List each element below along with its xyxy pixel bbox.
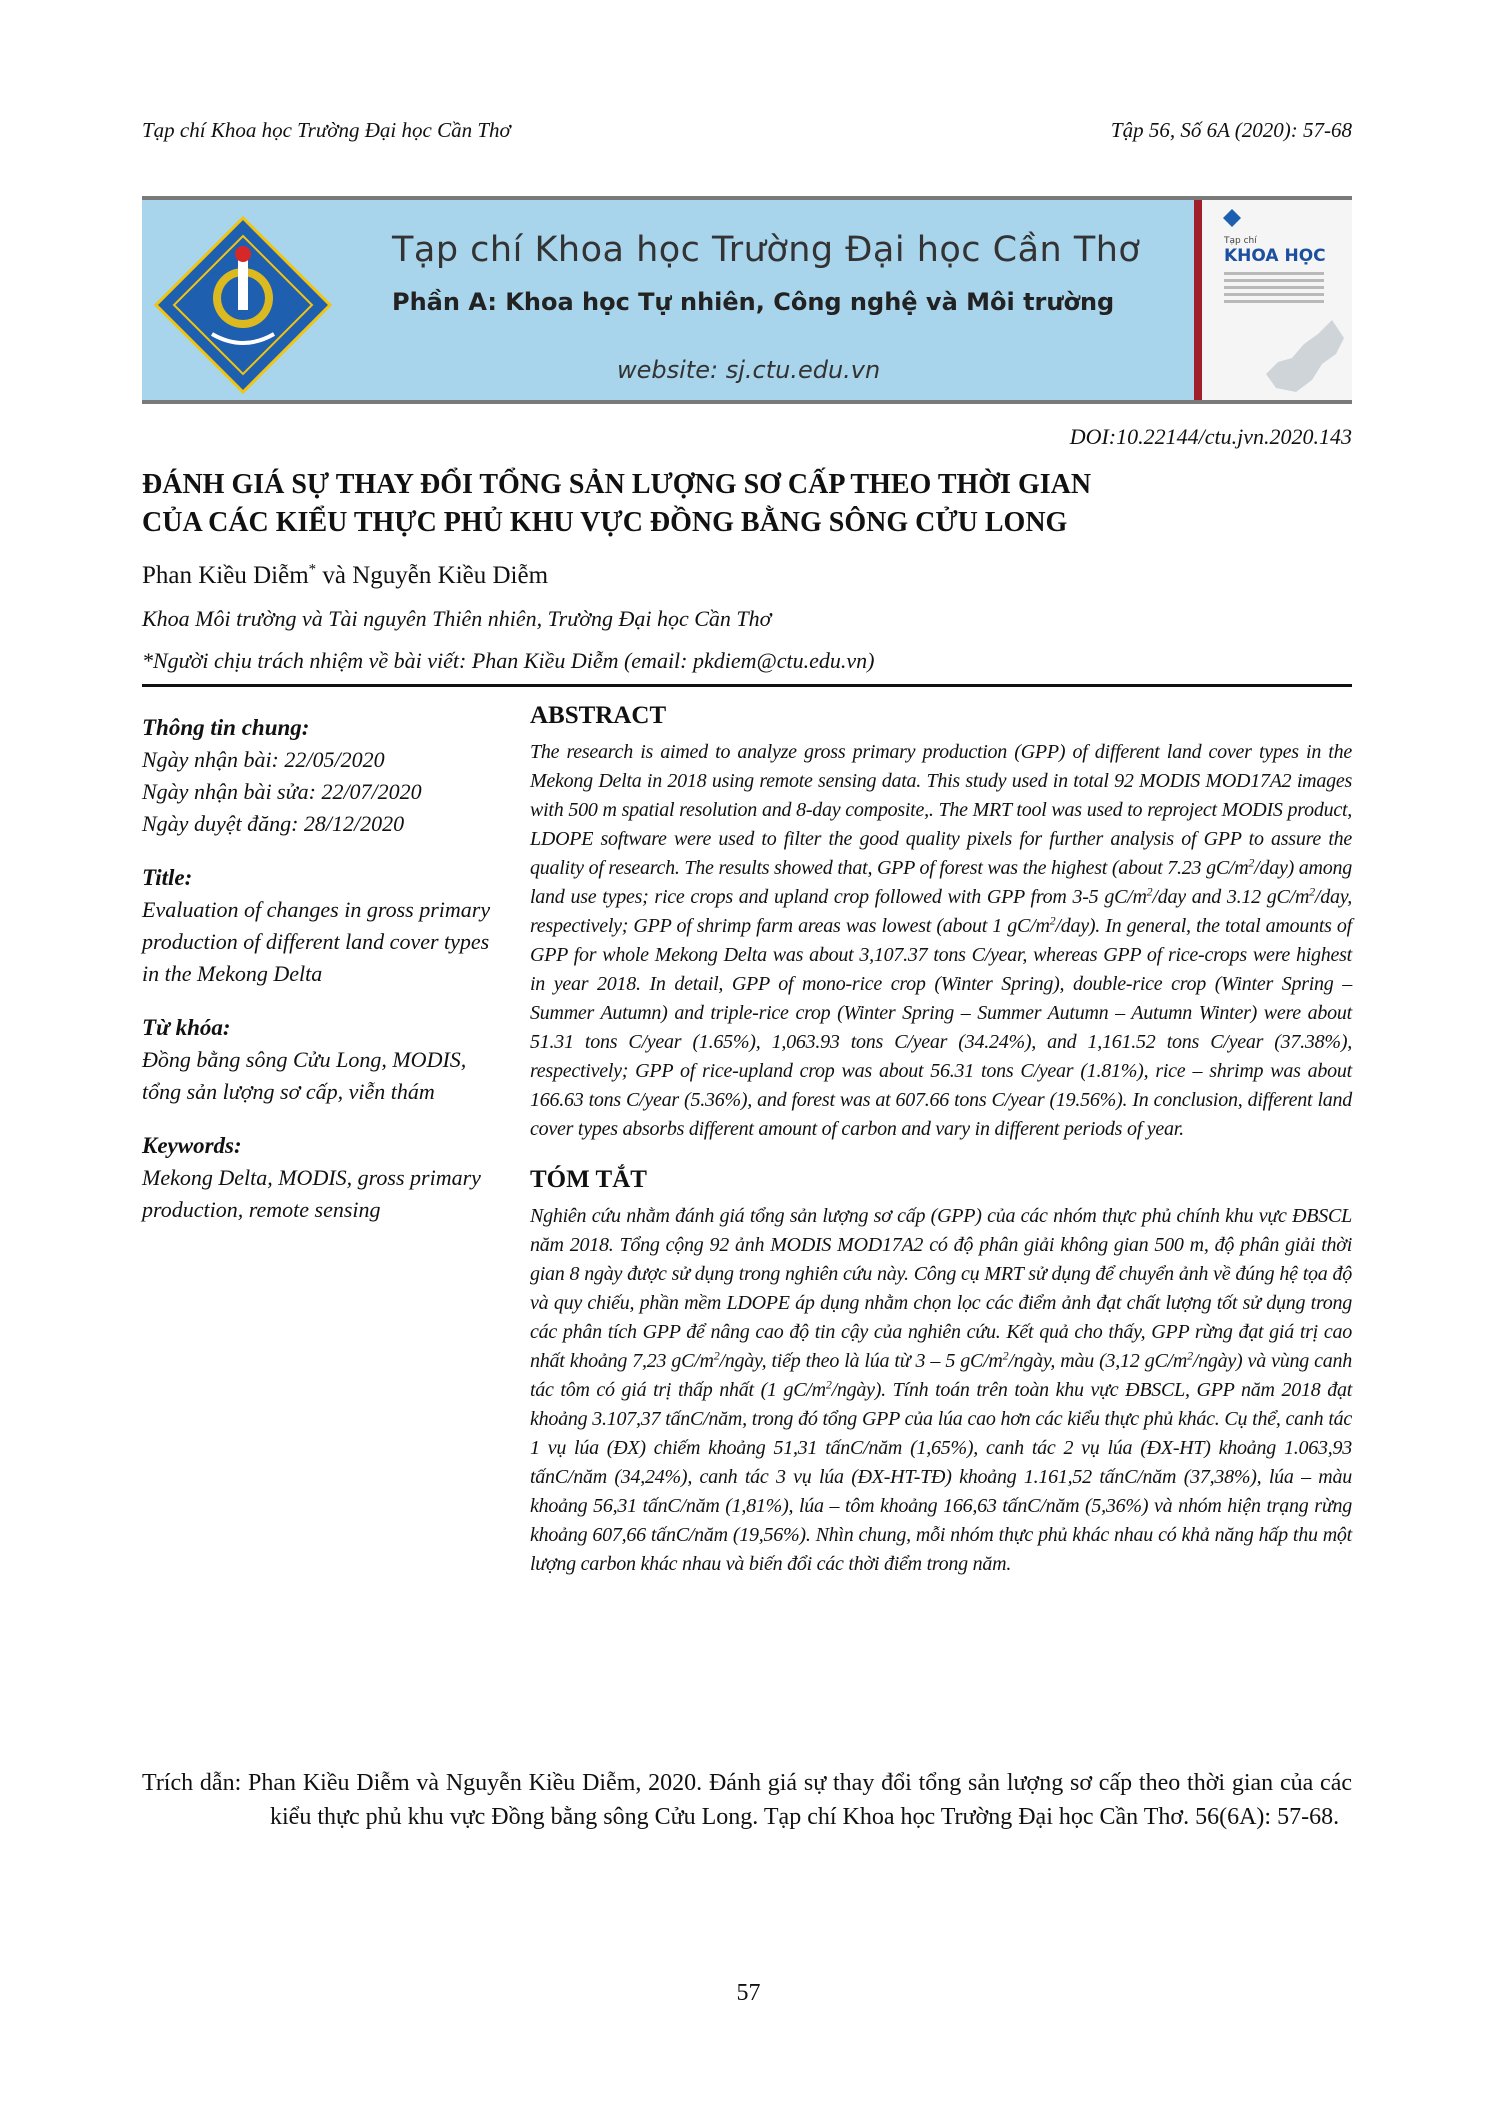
abstract-column <box>530 702 1352 1579</box>
cover-emblem-icon <box>1222 208 1242 228</box>
citation-label: Trích dẫn: <box>142 1770 242 1796</box>
author-rest: và Nguyễn Kiều Diễm <box>316 562 549 589</box>
cover-small-label: Tạp chí <box>1224 236 1257 246</box>
info-heading: Thông tin chung: <box>142 715 310 740</box>
affiliation: Khoa Môi trường và Tài nguyên Thiên nhiên, Trường Đại học Cần Thơ <box>142 606 772 631</box>
running-header <box>142 118 1352 148</box>
tomtat-text: Nghiên cứu nhằm đánh giá tổng sản lượng sơ cấp (GPP) của các nhóm thực phủ chính khu vực ĐBSCL năm 2018. Tổng cộng 92 ảnh MODIS MOD17A2 có độ phân giải không gian 500 m, độ phân giải thời gian 8 ngày được sử dụng trong nghiên cứu này. Công cụ MRT sử dụng để chuyển ảnh về đúng hệ tọa độ và quy chiếu, phần mềm LDOPE áp dụng nhằm chọn lọc các điểm ảnh đạt chất lượng tốt sử dụng trong các phân tích GPP để nâng cao độ tin cậy của nghiên cứu. Kết quả cho thấy, GPP rừng đạt giá trị cao nhất khoảng 7,23 $gC/m^2$/ngày, tiếp theo là lúa từ 3 – 5 $gC/m^2$/ngày, màu (3,12 $gC/m^2/ngày$) và vùng canh tác tôm có giá trị thấp nhất (1 $gC/m^2/ngày$). Tính toán trên toàn khu vực ĐBSCL, GPP năm 2018 đạt khoảng 3.107,37 tấnC/năm, trong đó tổng GPP của lúa cao hơn các kiểu thực phủ khác. Cụ thể, canh tác 1 vụ lúa (ĐX) chiếm khoảng 51,31 tấnC/năm (1,65%), canh tác 2 vụ lúa (ĐX-HT) khoảng 1.063,93 tấnC/năm (34,24%), canh tác 3 vụ lúa (ĐX-HT-TĐ) khoảng 1.161,52 tấnC/năm (37,38%), lúa – màu khoảng 56,31 tấnC/năm (1,81%), lúa – tôm khoảng 166,63 tấnC/năm (5,36%) và nhóm hiện trạng rừng khoảng 607,66 tấnC/năm (19,56%). Nhìn chung, mỗi nhóm thực phủ khác nhau có khả năng hấp thu một lượng carbon khác nhau và biến đổi các thời điểm trong năm. <box>530 1205 1353 1575</box>
abstract-text: The research is aimed to analyze gross primary production (GPP) of different land cover types in the Mekong Delta in 2018 using remote sensing data. This study used in total 92 MODIS MOD17A2 images with 500 m spatial resolution and 8-day composite,. The MRT tool was used to reproject MODIS product, LDOPE software were used to filter the good quality pixels for further analysis of GPP to assure the quality of research. The results showed that, GPP of forest was the highest (about 7.23 $gC/m^2/day$) among land use types; rice crops and upland crop followed with GPP from 3-5 $gC/m^2$/day and 3.12 $gC/m^2$/day, respectively; GPP of shrimp farm areas was lowest (about 1 $gC/m^2/day$). In general, the total amounts of GPP for whole Mekong Delta was about 3,107.37 tons C/year, whereas GPP of rice-crops were highest in year 2018. In detail, GPP of mono-rice crop (Winter Spring), double-rice crop (Winter Spring – Summer Autumn) and triple-rice crop (Winter Spring – Summer Autumn – Autumn Winter) were about 51.31 tons C/year (1.65%), 1,063.93 tons C/year (34.24%), and 1,161.52 tons C/year (37.38%), respectively; GPP of rice-upland crop was about 56.31 tons C/year (1.81%), rice – shrimp was about 166.63 tons C/year (5.36%), and forest was at 607.66 tons C/year (19.56%). In conclusion, different land cover types absorbs different amount of carbon and vary in different periods of year. <box>530 741 1352 1140</box>
journal-section: Phần A: Khoa học Tự nhiên, Công nghệ và Môi trường <box>392 288 1115 316</box>
corresponding-mark: * <box>308 561 317 578</box>
keywords-text: Mekong Delta, MODIS, gross primary production, remote sensing <box>142 1165 481 1222</box>
header-rule <box>142 684 1352 687</box>
article-info-sidebar <box>142 712 494 1248</box>
english-title: Evaluation of changes in gross primary production of different land cover types in the Mekong Delta <box>142 897 491 986</box>
title-line-2: CỦA CÁC KIỂU THỰC PHỦ KHU VỰC ĐỒNG BẰNG SÔNG CỬU LONG <box>142 507 1068 538</box>
title-heading: Title: <box>142 865 193 890</box>
corresponding-author: *Người chịu trách nhiệm về bài viết: Phan Kiều Diễm (email: pkdiem@ctu.edu.vn) <box>142 648 875 673</box>
tukhoa-block <box>142 1012 494 1108</box>
citation <box>142 1766 1352 1834</box>
received-date: Ngày nhận bài: 22/05/2020 <box>142 747 385 772</box>
cover-map-icon <box>1262 318 1346 394</box>
journal-name: Tạp chí Khoa học Trường Đại học Cần Thơ <box>392 230 1141 270</box>
authors <box>142 562 548 590</box>
page-number: 57 <box>736 1980 761 2006</box>
journal-cover <box>1194 200 1352 400</box>
accepted-date: Ngày duyệt đăng: 28/12/2020 <box>142 811 405 836</box>
tomtat-heading: TÓM TẮT <box>530 1166 647 1193</box>
keywords-block <box>142 1130 494 1226</box>
keywords-heading: Keywords: <box>142 1133 242 1158</box>
title-block <box>142 862 494 990</box>
journal-banner <box>142 196 1352 404</box>
author-first: Phan Kiều Diễm <box>142 562 309 589</box>
revised-date: Ngày nhận bài sửa: 22/07/2020 <box>142 779 422 804</box>
journal-website: website: sj.ctu.edu.vn <box>617 356 881 384</box>
doi: DOI:10.22144/ctu.jvn.2020.143 <box>1069 424 1352 449</box>
cover-text-lines <box>1224 272 1324 307</box>
citation-text: Phan Kiều Diễm và Nguyễn Kiều Diễm, 2020. Đánh giá sự thay đổi tổng sản lượng sơ cấp theo thời gian của các kiểu thực phủ khu vực Đồng bằng sông Cửu Long. Tạp chí Khoa học Trường Đại học Cần Thơ. 56(6A): 57-68. <box>248 1770 1353 1830</box>
info-block <box>142 712 494 840</box>
tukhoa-heading: Từ khóa: <box>142 1015 231 1040</box>
cover-big-label: KHOA HỌC <box>1224 246 1326 266</box>
tukhoa-text: Đồng bằng sông Cửu Long, MODIS, tổng sản lượng sơ cấp, viễn thám <box>142 1047 467 1104</box>
university-logo-icon <box>152 214 334 396</box>
header-issue: Tập 56, Số 6A (2020): 57-68 <box>1110 118 1352 142</box>
paper-title <box>142 466 1352 542</box>
abstract-heading: ABSTRACT <box>530 702 667 729</box>
header-journal: Tạp chí Khoa học Trường Đại học Cần Thơ <box>142 118 511 142</box>
title-line-1: ĐÁNH GIÁ SỰ THAY ĐỔI TỔNG SẢN LƯỢNG SƠ CẤP THEO THỜI GIAN <box>142 469 1092 500</box>
